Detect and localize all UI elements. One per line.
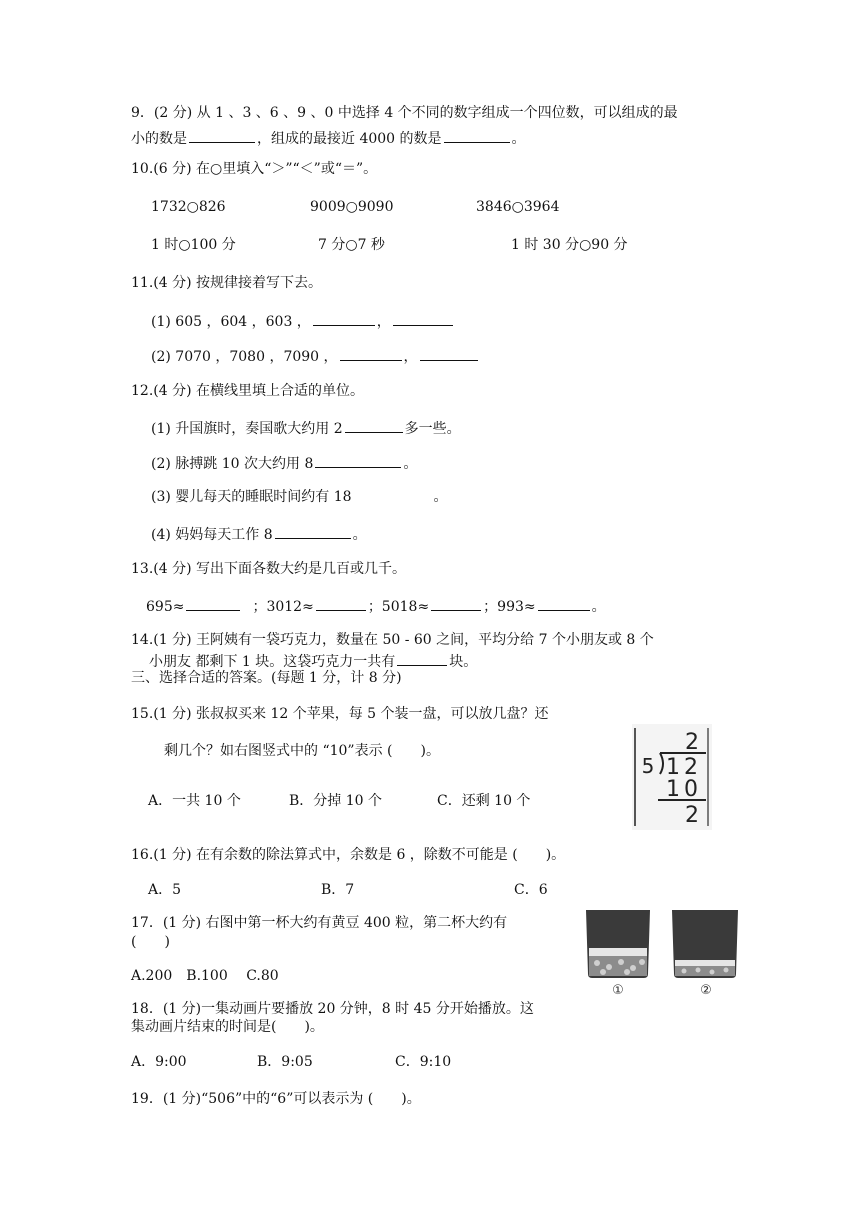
- q17-line2: ( ): [131, 934, 170, 950]
- division-dividend: 12: [666, 755, 702, 780]
- q11-p1-blank-1[interactable]: [313, 311, 375, 326]
- q13-blank-1[interactable]: [186, 596, 240, 611]
- q12-part-3: [151, 488, 448, 506]
- q18-option-b[interactable]: B．9:05: [257, 1054, 313, 1070]
- q10-item-5: 7 分○7 秒: [318, 237, 385, 253]
- division-quotient: 2: [685, 730, 699, 755]
- q11-p1-blank-2[interactable]: [393, 311, 453, 326]
- q15-line2: 剩几个？如右图竖式中的 “10”表示 ( )。: [164, 743, 440, 759]
- q12-p2-text: (2) 脉搏跳 10 次大约用 8: [151, 456, 314, 472]
- q12-p1-suffix: 多一些。: [404, 421, 461, 437]
- division-product: 10: [666, 777, 702, 802]
- q13-title: 13.(4 分) 写出下面各数大约是几百或几千。: [131, 561, 406, 577]
- q13-item-1: 695≈: [146, 599, 185, 615]
- q10-item-1: 1732○826: [151, 199, 226, 215]
- q13-item-3: ；5018≈: [367, 599, 430, 615]
- q10-item-2: 9009○9090: [310, 199, 394, 215]
- cup-1-beans-top: [589, 948, 647, 956]
- q13-blank-3[interactable]: [431, 596, 481, 611]
- q10-item-4: 1 时○100 分: [151, 237, 236, 253]
- section-3-heading: 三、选择合适的答案。(每题 1 分，计 8 分): [131, 670, 402, 686]
- cup-2-label: ②: [700, 983, 712, 996]
- q9-blank-2[interactable]: [444, 128, 510, 143]
- q12-part-4: [151, 524, 367, 544]
- q9-text-b: ，组成的最接近 4000 的数是: [257, 131, 442, 147]
- q16-option-a[interactable]: A．5: [148, 882, 182, 898]
- cup-2: [672, 910, 738, 996]
- q19-title: 19．(1 分)“506”中的“6”可以表示为 ( )。: [131, 1091, 421, 1107]
- q9-text-a: 小的数是: [131, 131, 187, 147]
- q11-part-2: [151, 346, 480, 366]
- q12-part-1: [151, 418, 461, 438]
- q15-option-a[interactable]: A．一共 10 个: [148, 793, 241, 809]
- q16-option-b[interactable]: B．7: [321, 882, 355, 898]
- q16-option-c[interactable]: C．6: [514, 882, 548, 898]
- long-division-image: [632, 724, 712, 830]
- q12-p3-text: (3) 婴儿每天的睡眠时间约有 18: [151, 489, 352, 505]
- q13-end: 。: [591, 599, 606, 615]
- q12-title: 12.(4 分) 在横线里填上合适的单位。: [131, 383, 364, 399]
- q18-line1: 18．(1 分)一集动画片要播放 20 分钟，8 时 45 分开始播放。这: [131, 1001, 534, 1017]
- q13-blank-2[interactable]: [316, 596, 366, 611]
- q18-line2: 集动画片结束的时间是( )。: [131, 1019, 324, 1035]
- q11-p2-blank-2[interactable]: [420, 346, 478, 361]
- q11-p1-text: (1) 605 ，604 ，603 ，: [151, 314, 311, 330]
- cup-1-beans: [589, 956, 647, 976]
- q17-line1: 17．(1 分) 右图中第一杯大约有黄豆 400 粒，第二杯大约有: [131, 915, 508, 931]
- q9-line1: 9．(2 分) 从 1 、3 、6 、9 、0 中选择 4 个不同的数字组成一个四位数，可以组成的最: [131, 105, 678, 121]
- q12-p2-suffix: 。: [403, 456, 418, 472]
- cup-2-beans-top: [675, 960, 735, 966]
- q13-item-2: ；3012≈: [252, 599, 314, 615]
- q10-title: 10.(6 分) 在○里填入“＞”“＜”或“＝”。: [131, 161, 378, 177]
- q12-p4-blank[interactable]: [275, 524, 351, 539]
- q12-p1-text: (1) 升国旗时，奏国歌大约用 2: [151, 421, 343, 437]
- q9-line2: [131, 128, 526, 148]
- q11-p1-comma: ，: [376, 314, 391, 330]
- cup-1: [586, 910, 650, 996]
- division-remainder: 2: [685, 803, 699, 828]
- q18-option-a[interactable]: A．9:00: [131, 1054, 187, 1070]
- q14-line2: [149, 651, 477, 671]
- q12-p3-suffix: 。: [433, 489, 448, 505]
- q9-text-c: 。: [511, 131, 526, 147]
- q13-blank-4[interactable]: [538, 596, 590, 611]
- q17-options[interactable]: A.200 B.100 C.80: [131, 968, 279, 984]
- q11-part-1: [151, 311, 455, 331]
- division-divisor: 5: [641, 754, 655, 778]
- q12-part-2: [151, 453, 417, 473]
- q14-text: 小朋友 都剩下 1 块。这袋巧克力一共有: [149, 654, 396, 670]
- cup-1-label: ①: [612, 983, 624, 996]
- q15-option-b[interactable]: B．分掉 10 个: [289, 793, 383, 809]
- q12-p4-suffix: 。: [352, 527, 367, 543]
- q10-item-6: 1 时 30 分○90 分: [511, 237, 628, 253]
- q18-option-c[interactable]: C．9:10: [395, 1054, 452, 1070]
- q10-item-3: 3846○3964: [476, 199, 560, 215]
- q14-line1: 14.(1 分) 王阿姨有一袋巧克力，数量在 50 - 60 之间，平均分给 7 个小朋友或 8 个: [131, 632, 654, 648]
- q15-option-c[interactable]: C．还剩 10 个: [437, 793, 531, 809]
- q9-blank-1[interactable]: [189, 128, 255, 143]
- q11-p2-blank-1[interactable]: [340, 346, 402, 361]
- q14-blank[interactable]: [397, 651, 447, 666]
- q12-p4-text: (4) 妈妈每天工作 8: [151, 527, 273, 543]
- bean-cups-image: [582, 904, 744, 996]
- q15-line1: 15.(1 分) 张叔叔买来 12 个苹果，每 5 个装一盘，可以放几盘？还: [131, 706, 549, 722]
- q12-p1-blank[interactable]: [345, 418, 403, 433]
- q11-title: 11.(4 分) 按规律接着写下去。: [131, 275, 322, 291]
- q14-suffix: 块。: [449, 654, 478, 670]
- q16-title: 16.(1 分) 在有余数的除法算式中，余数是 6 ，除数不可能是 ( )。: [131, 847, 566, 863]
- q11-p2-text: (2) 7070 ，7080 ，7090 ，: [151, 349, 338, 365]
- q13-item-4: ；993≈: [483, 599, 536, 615]
- q13-items: [146, 596, 606, 616]
- q11-p2-comma: ，: [403, 349, 418, 365]
- q12-p2-blank[interactable]: [315, 453, 401, 468]
